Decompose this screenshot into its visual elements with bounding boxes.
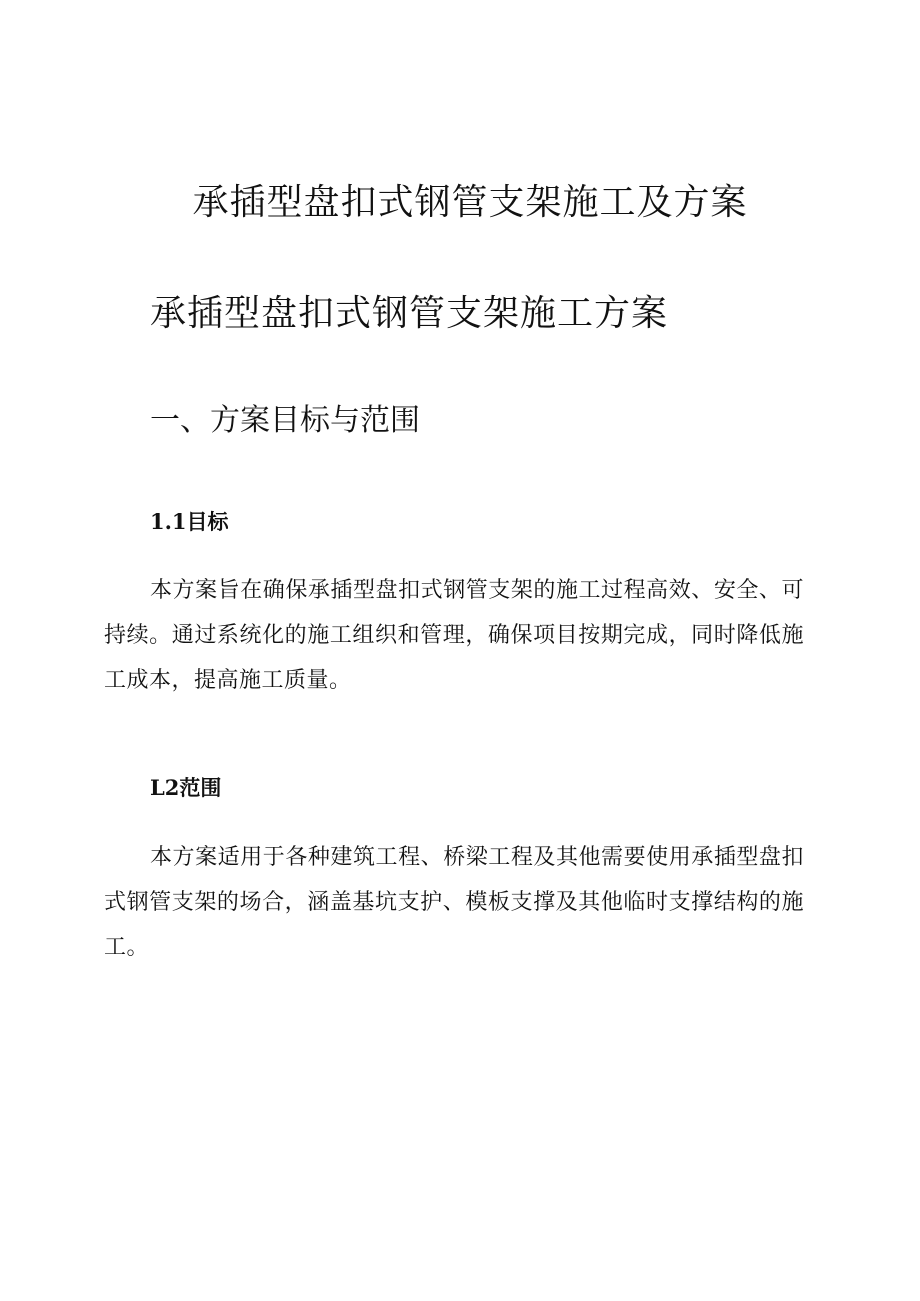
paragraph-scope: 本方案适用于各种建筑工程、桥梁工程及其他需要使用承插型盘扣式钢管支架的场合，涵盖基坑支护、模板支撑及其他临时支撑结构的施工。 [104, 845, 804, 960]
paragraph-goal: 本方案旨在确保承插型盘扣式钢管支架的施工过程高效、安全、可持续。通过系统化的施工组织和管理，确保项目按期完成，同时降低施工成本，提高施工质量。 [104, 578, 804, 693]
subsection-heading-scope: L2范围 [150, 775, 222, 800]
section-heading: 一、方案目标与范围 [150, 403, 420, 438]
subsection-heading-goal: 1.1目标 [150, 509, 229, 534]
document-title: 承插型盘扣式钢管支架施工及方案 [192, 182, 748, 223]
document-subtitle: 承插型盘扣式钢管支架施工方案 [150, 293, 669, 334]
